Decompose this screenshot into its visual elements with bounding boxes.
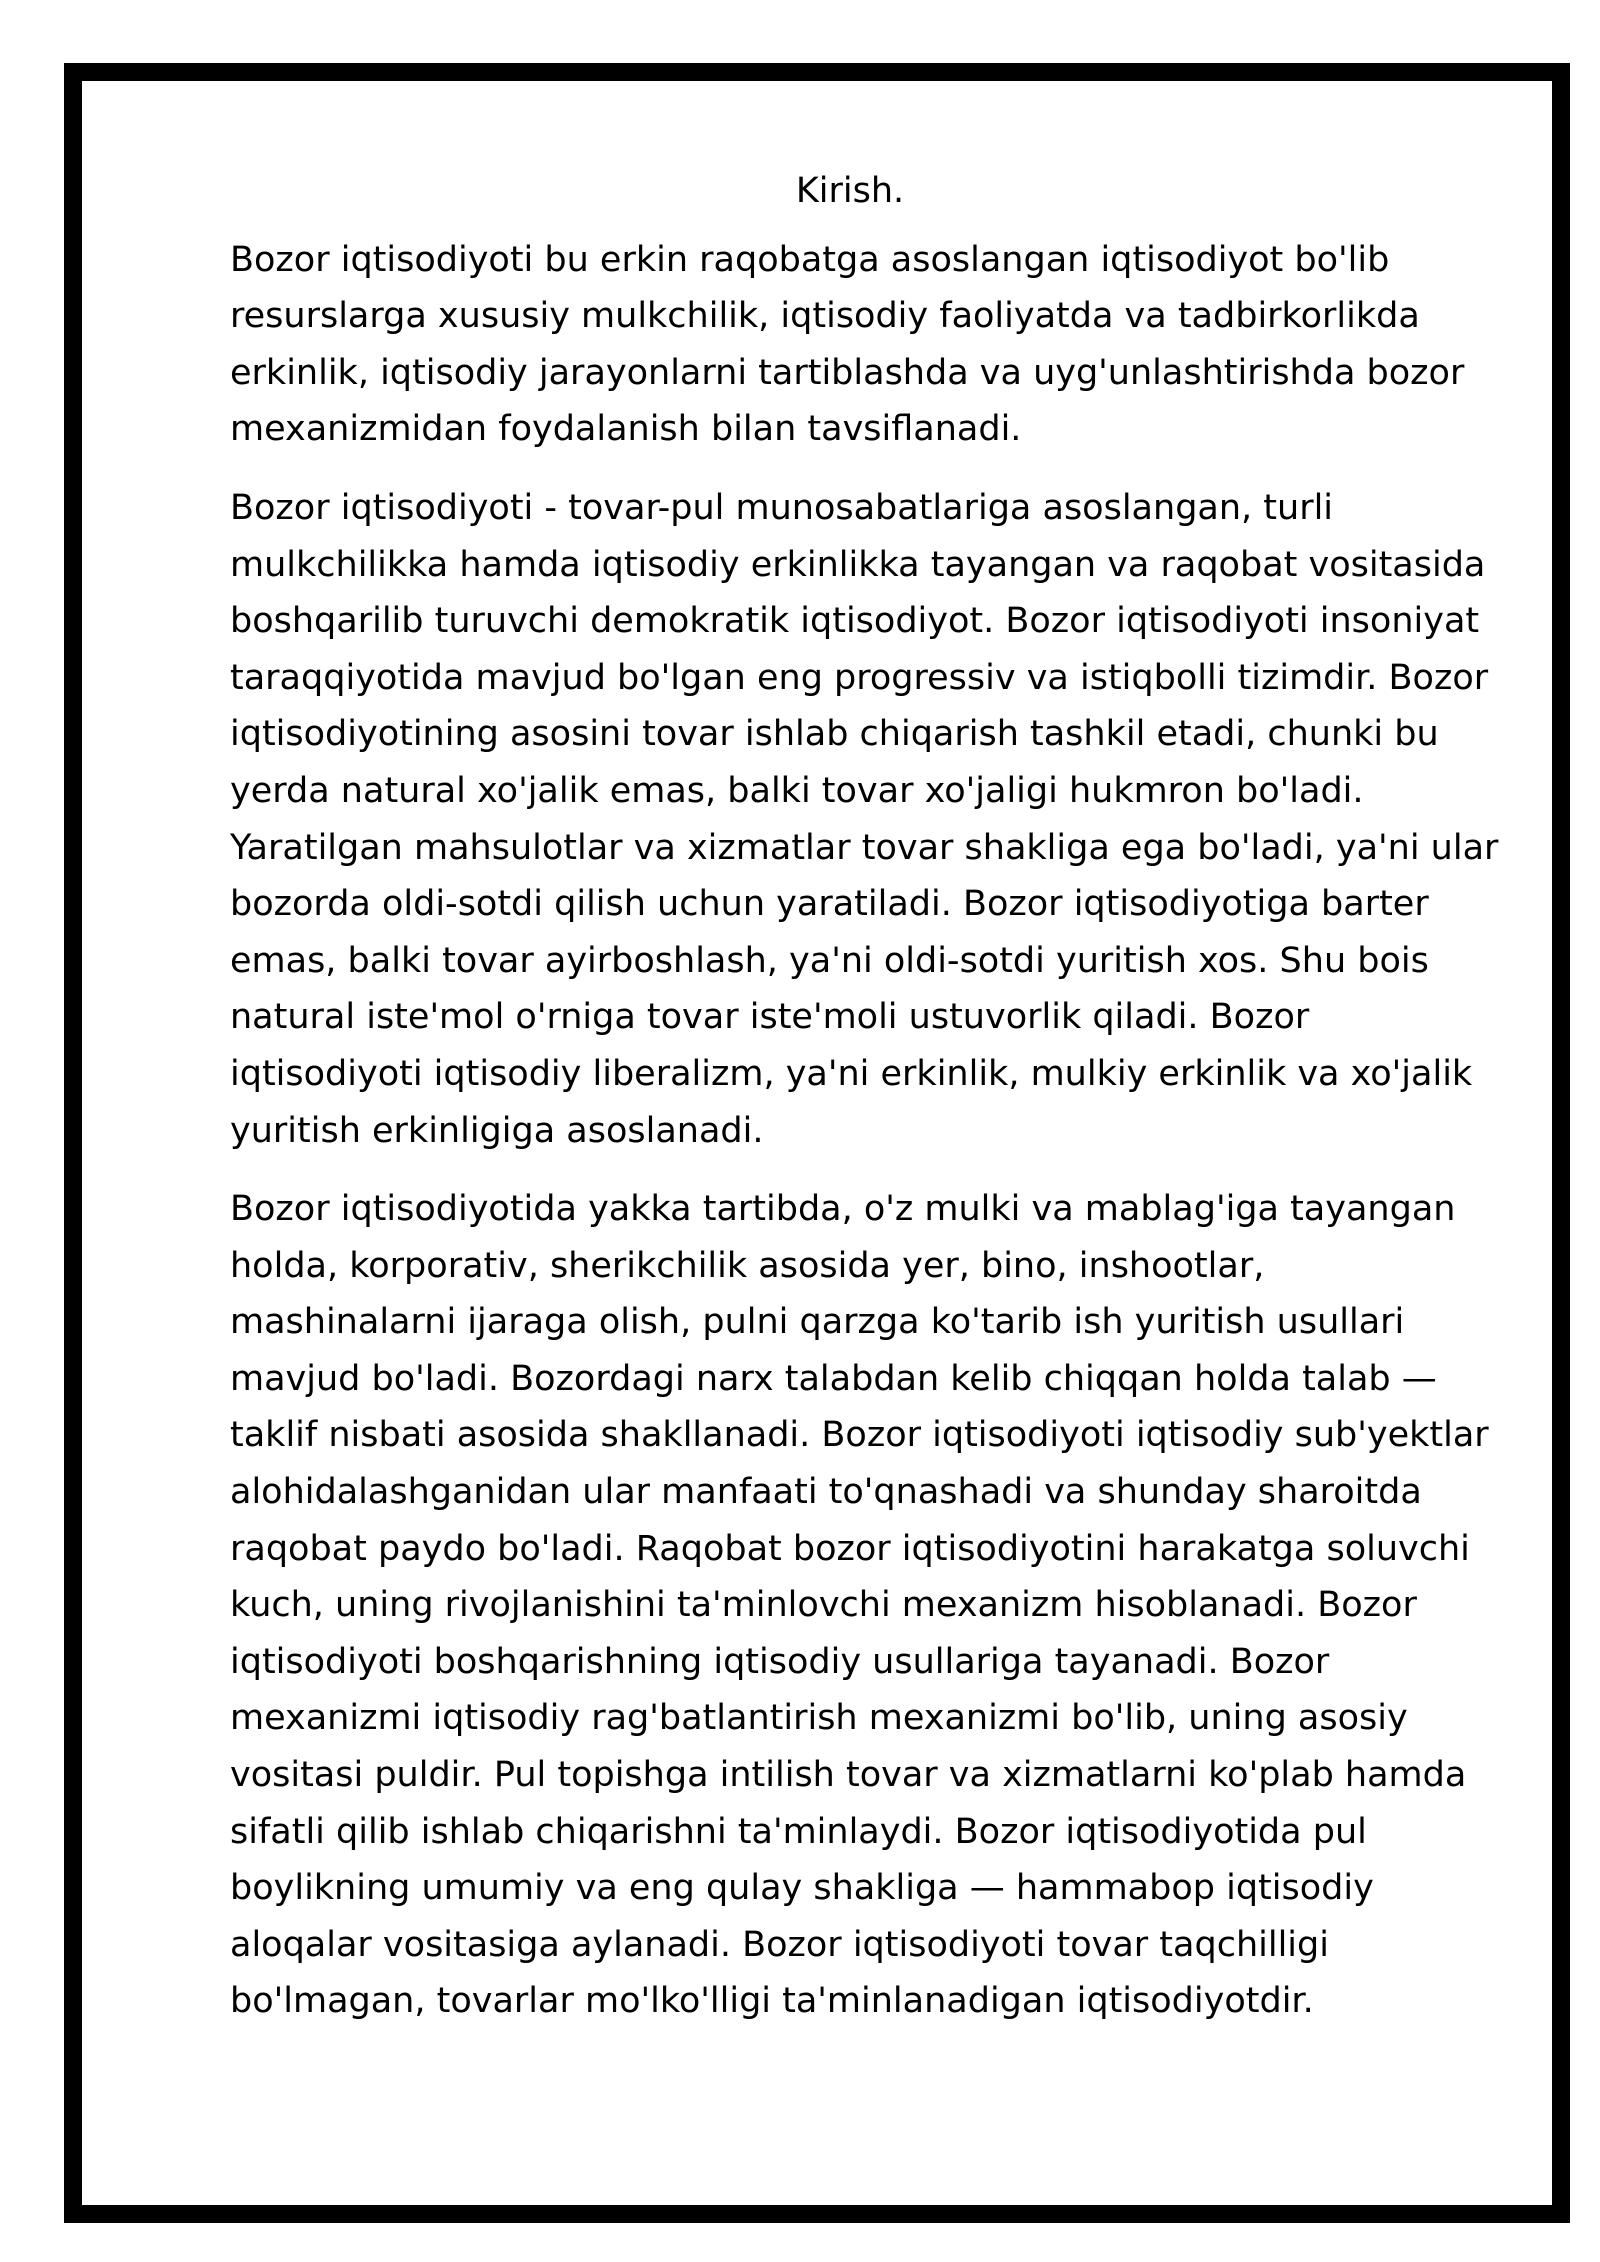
text-line: Bozor iqtisodiyoti - tovar-pul munosabatlariga asoslangan, turli <box>230 487 1334 528</box>
text-line: Yaratilgan mahsulotlar va xizmatlar tovar shakliga ega bo'ladi, ya'ni ular <box>230 827 1499 868</box>
text-line: taraqqiyotida mavjud bo'lgan eng progressiv va istiqbolli tizimdir. Bozor <box>230 657 1489 698</box>
text-line: mulkchilikka hamda iqtisodiy erkinlikka tayangan va raqobat vositasida <box>230 544 1486 585</box>
text-line: bozorda oldi-sotdi qilish uchun yaratiladi. Bozor iqtisodiyotiga barter <box>230 884 1429 925</box>
paragraph <box>230 1181 1489 2030</box>
paragraphs-container <box>230 232 1499 2030</box>
text-line: bo'lmagan, tovarlar mo'lko'lligi ta'minlanadigan iqtisodiyotdir. <box>230 1981 1314 2022</box>
text-line: yerda natural xo'jalik emas, balki tovar xo'jaligi hukmron bo'ladi. <box>230 770 1364 811</box>
text-line: iqtisodiyotining asosini tovar ishlab chiqarish tashkil etadi, chunki bu <box>230 714 1439 755</box>
paragraph <box>230 232 1470 458</box>
text-line: iqtisodiyoti iqtisodiy liberalizm, ya'ni erkinlik, mulkiy erkinlik va xo'jalik <box>230 1053 1473 1094</box>
text-line: holda, korporativ, sherikchilik asosida yer, bino, inshootlar, <box>230 1245 1265 1286</box>
text-line: sifatli qilib ishlab chiqarishni ta'minlaydi. Bozor iqtisodiyotida pul <box>230 1811 1367 1852</box>
text-line: raqobat paydo bo'ladi. Raqobat bozor iqtisodiyotini harakatga soluvchi <box>230 1528 1470 1569</box>
text-line: emas, balki tovar ayirboshlash, ya'ni oldi-sotdi yuritish xos. Shu bois <box>230 940 1429 981</box>
text-line: mexanizmidan foydalanish bilan tavsiflanadi. <box>230 409 1022 450</box>
text-line: vositasi puldir. Pul topishga intilish tovar va xizmatlarni ko'plab hamda <box>230 1755 1467 1796</box>
text-line: mexanizmi iqtisodiy rag'batlantirish mexanizmi bo'lib, uning asosiy <box>230 1698 1408 1739</box>
document-body <box>230 163 1499 2052</box>
paragraph <box>230 480 1499 1159</box>
page-title: Kirish. <box>795 171 905 211</box>
text-line: natural iste'mol o'rniga tovar iste'moli ustuvorlik qiladi. Bozor <box>230 997 1310 1038</box>
text-line: boylikning umumiy va eng qulay shakliga — hammabop iqtisodiy <box>230 1868 1374 1909</box>
text-line: alohidalashganidan ular manfaati to'qnashadi va shunday sharoitda <box>230 1472 1422 1513</box>
text-line: resurslarga xususiy mulkchilik, iqtisodiy faoliyatda va tadbirkorlikda <box>230 296 1420 337</box>
text-line: taklif nisbati asosida shakllanadi. Bozor iqtisodiyoti iqtisodiy sub'yektlar <box>230 1415 1489 1456</box>
text-line: Bozor iqtisodiyotida yakka tartibda, o'z mulki va mablag'iga tayangan <box>230 1189 1456 1230</box>
text-line: aloqalar vositasiga aylanadi. Bozor iqtisodiyoti tovar taqchilligi <box>230 1924 1329 1965</box>
text-line: kuch, uning rivojlanishini ta'minlovchi mexanizm hisoblanadi. Bozor <box>230 1585 1417 1626</box>
text-line: mashinalarni ijaraga olish, pulni qarzga ko'tarib ish yuritish usullari <box>230 1302 1405 1343</box>
text-line: mavjud bo'ladi. Bozordagi narx talabdan kelib chiqqan holda talab — <box>230 1358 1437 1399</box>
text-line: boshqarilib turuvchi demokratik iqtisodiyot. Bozor iqtisodiyoti insoniyat <box>230 601 1480 642</box>
text-line: Bozor iqtisodiyoti bu erkin raqobatga asoslangan iqtisodiyot bo'lib <box>230 239 1390 280</box>
text-line: yuritish erkinligiga asoslanadi. <box>230 1110 764 1151</box>
text-line: erkinlik, iqtisodiy jarayonlarni tartiblashda va uyg'unlashtirishda bozor <box>230 352 1465 393</box>
page-border <box>64 63 1570 2223</box>
text-line: iqtisodiyoti boshqarishning iqtisodiy usullariga tayanadi. Bozor <box>230 1641 1330 1682</box>
